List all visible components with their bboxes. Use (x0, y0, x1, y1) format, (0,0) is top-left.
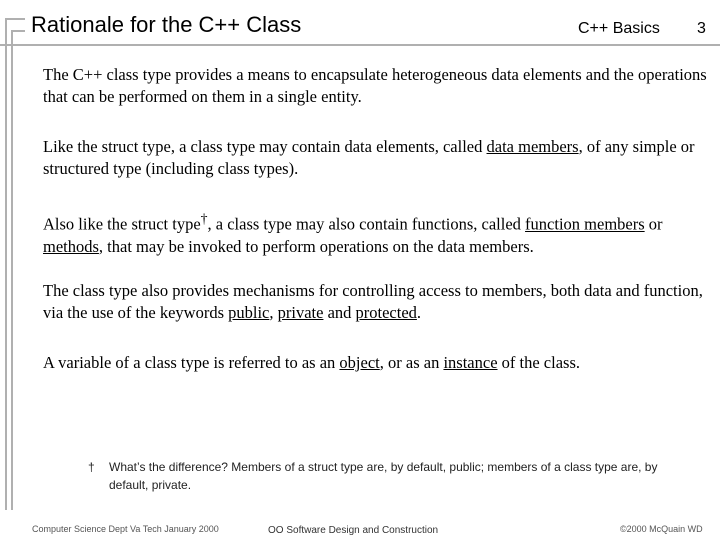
footnote-text: What’s the difference? Members of a struct type are, by default, public; members of a class type are, by default, private. (109, 460, 658, 492)
text-run: of the class. (497, 353, 580, 372)
section-label: C++ Basics (578, 20, 660, 37)
text-run: and (323, 303, 356, 322)
paragraph-function-members (43, 208, 708, 258)
frame-corner-inner (11, 30, 25, 32)
footer-course-title: OO Software Design and Construction (268, 525, 439, 536)
text-run: Like the struct type, a class type may contain data elements, called (43, 137, 487, 156)
term-data-members: data members (486, 137, 579, 156)
paragraph-access-control (43, 280, 708, 324)
text-run: , (269, 303, 278, 322)
text-run: , of any simple or structured type (including class types). (43, 137, 695, 178)
text-run: The class type also provides mechanisms for controlling access to members, both data and function, via the use of the keywords (43, 281, 703, 322)
text-run: . (416, 303, 422, 322)
paragraph-encapsulation: The C++ class type provides a means to encapsulate heterogeneous data elements and the operations that can be performed on them in a single entity. (43, 65, 707, 106)
frame-corner-outer (5, 18, 25, 20)
term-instance: instance (443, 353, 498, 372)
footnote (88, 458, 698, 494)
paragraph-data-members (43, 136, 708, 180)
text-run: , a class type may also contain functions, called (207, 214, 526, 234)
term-function-members: function members (525, 214, 645, 234)
footer-copyright: ©2000 McQuain WD (620, 524, 703, 534)
title-divider-line (0, 44, 720, 46)
text-run: A variable of a class type is referred to as an (43, 353, 340, 372)
footnote-mark: † (88, 460, 95, 474)
left-frame-line-outer (5, 18, 7, 510)
page-number: 3 (697, 20, 706, 37)
left-frame-line-inner (11, 30, 13, 510)
term-methods: methods (43, 236, 99, 256)
text-run: , that may be invoked to perform operations on the data members. (98, 236, 534, 256)
text-run: Also like the struct type (43, 214, 201, 234)
footer-affiliation: Computer Science Dept Va Tech January 2000 (32, 524, 219, 534)
keyword-public: public (228, 303, 270, 322)
text-run: or (644, 214, 663, 234)
slide-title: Rationale for the C++ Class (31, 12, 302, 37)
footnote-reference: † (200, 211, 208, 226)
paragraph-object-instance (43, 352, 708, 374)
text-run: , or as an (379, 353, 444, 372)
keyword-protected: protected (355, 303, 417, 322)
keyword-private: private (277, 303, 324, 322)
term-object: object (339, 353, 380, 372)
